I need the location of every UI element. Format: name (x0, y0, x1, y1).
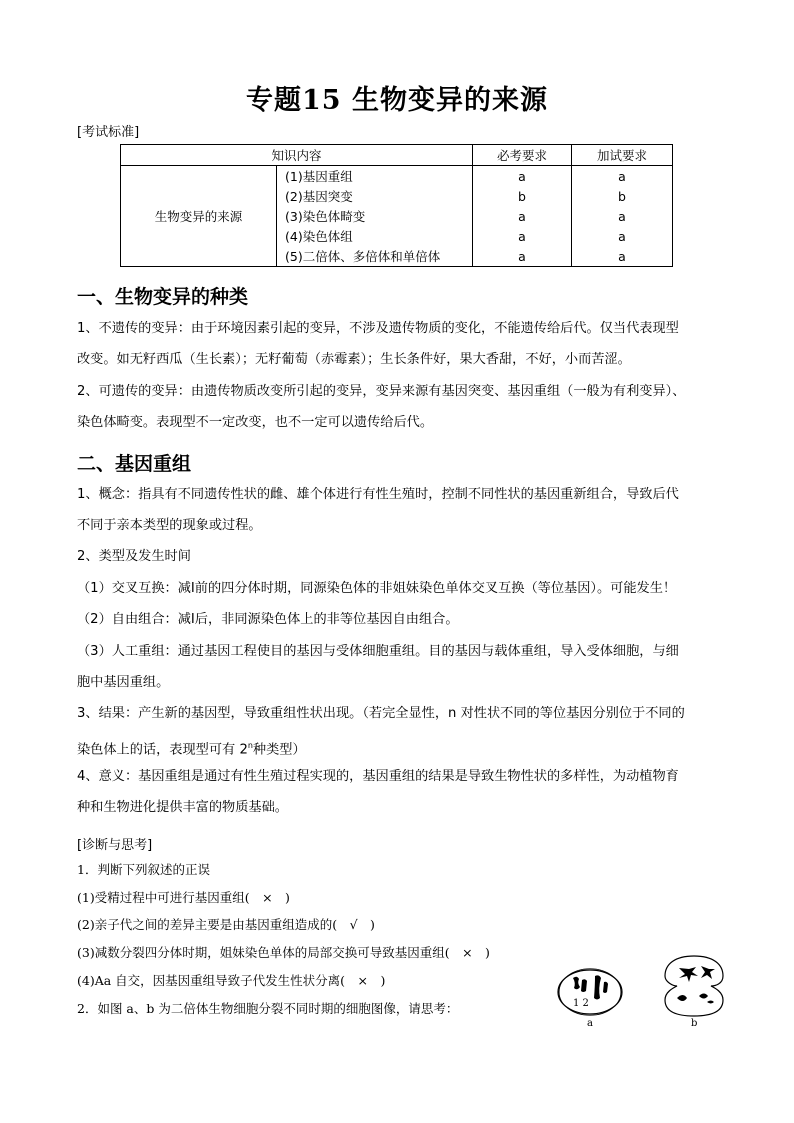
chromosome-a2 (581, 979, 587, 992)
required-cell: b (473, 186, 572, 206)
extra-cell: b (572, 186, 673, 206)
concept-line2: 不同于亲本类型的现象或过程。 (77, 518, 262, 533)
table-row (121, 166, 673, 187)
meaning-line1: 4、意义：基因重组是通过有性生殖过程实现的，基因重组的结果是导致生物性状的多样性，为动植物育 (77, 769, 679, 784)
q1-item: (4)Aa 自交，因基因重组导致子代发生性状分离( × ) (77, 973, 386, 988)
item-cell: (5)二倍体、多倍体和单倍体 (277, 246, 473, 267)
required-cell: a (473, 246, 572, 267)
section1-p1-line2: 改变。如无籽西瓜（生长素）；无籽葡萄（赤霉素）；生长条件好，果大香甜，不好，小而苦涩。 (77, 352, 631, 367)
section1-p2-line1: 2、可遗传的变异：由遗传物质改变所引起的变异，变异来源有基因突变、基因重组（一般为有利变异）、 (77, 384, 686, 399)
cell-b-outline (665, 956, 723, 1016)
extra-cell: a (572, 166, 673, 187)
item-cell: (4)染色体组 (277, 226, 473, 246)
table-header-row (121, 145, 673, 166)
header-extra: 加试要求 (572, 145, 673, 166)
required-cell: a (473, 206, 572, 226)
type2: （2）自由组合：减Ⅰ后，非同源染色体上的非等位基因自由组合。 (77, 612, 459, 627)
types-title: 2、类型及发生时间 (77, 549, 191, 564)
fig-a-label: a (587, 1018, 593, 1029)
required-cell: a (473, 166, 572, 187)
q1-title: 1．判断下列叙述的正误 (77, 862, 210, 877)
q1-item: (2)亲子代之间的差异主要是由基因重组造成的( √ ) (77, 917, 375, 932)
fig-b-label: b (691, 1018, 698, 1029)
chromosome-a1 (573, 977, 580, 990)
q1-item: (3)减数分裂四分体时期，姐妹染色单体的局部交换可导致基因重组( × ) (77, 945, 490, 960)
concept-line1: 1、概念：指具有不同遗传性状的雌、雄个体进行有性生殖时，控制不同性状的基因重新组合，导致后代 (77, 487, 679, 502)
page-title: 专题15 生物变异的来源 (246, 85, 548, 116)
extra-cell: a (572, 206, 673, 226)
type3-line2: 胞中基因重组。 (77, 675, 170, 690)
cell-a-numbers: 1 2 (573, 998, 589, 1009)
item-cell: (2)基因突变 (277, 186, 473, 206)
type3-line1: （3）人工重组：通过基因工程使目的基因与受体细胞重组。目的基因与载体重组，导入受体细胞，与细 (77, 644, 679, 659)
chromosome-b4 (699, 994, 714, 1004)
cell-a-outline (558, 970, 622, 1014)
cell-a-figure (555, 968, 625, 1016)
header-required: 必考要求 (473, 145, 572, 166)
cell-b-figure (663, 954, 725, 1018)
standards-table (120, 144, 673, 267)
chromosome-b1 (679, 967, 698, 982)
chromosome-a3 (594, 975, 601, 999)
section2-heading: 二、基因重组 (77, 453, 192, 475)
type1: （1）交叉互换：减Ⅰ前的四分体时期，同源染色体的非姐妹染色单体交叉互换（等位基因）。可能发生！ (77, 581, 677, 596)
topic-cell: 生物变异的来源 (121, 166, 277, 267)
chromosome-a4 (603, 982, 608, 993)
section1-p1-line1: 1、不遗传的变异：由于环境因素引起的变异，不涉及遗传物质的变化，不能遗传给后代。仅当代表现型 (77, 321, 679, 336)
item-cell: (3)染色体畸变 (277, 206, 473, 226)
extra-cell: a (572, 226, 673, 246)
section1-p2-line2: 染色体畸变。表现型不一定改变，也不一定可以遗传给后代。 (77, 415, 434, 430)
header-knowledge: 知识内容 (121, 145, 473, 166)
extra-cell: a (572, 246, 673, 267)
result-line1: 3、结果：产生新的基因型，导致重组性状出现。（若完全显性，n 对性状不同的等位基因分别位于不同的 (77, 706, 685, 721)
meaning-line2: 种和生物进化提供丰富的物质基础。 (77, 800, 288, 815)
required-cell: a (473, 226, 572, 246)
item-cell: (1)基因重组 (277, 166, 473, 187)
chromosome-b3 (677, 995, 687, 1001)
diagnosis-label: [诊断与思考] (77, 838, 153, 853)
exam-standard-label: [考试标准] (77, 125, 140, 140)
section1-heading: 一、生物变异的种类 (77, 286, 249, 308)
result-line2: 染色体上的话，表现型可有 2$^n$种类型） (77, 741, 306, 758)
q2-text: 2．如图 a、b 为二倍体生物细胞分裂不同时期的细胞图像，请思考： (77, 1001, 459, 1016)
chromosome-b2 (701, 966, 715, 979)
q1-item: (1)受精过程中可进行基因重组( × ) (77, 890, 290, 905)
